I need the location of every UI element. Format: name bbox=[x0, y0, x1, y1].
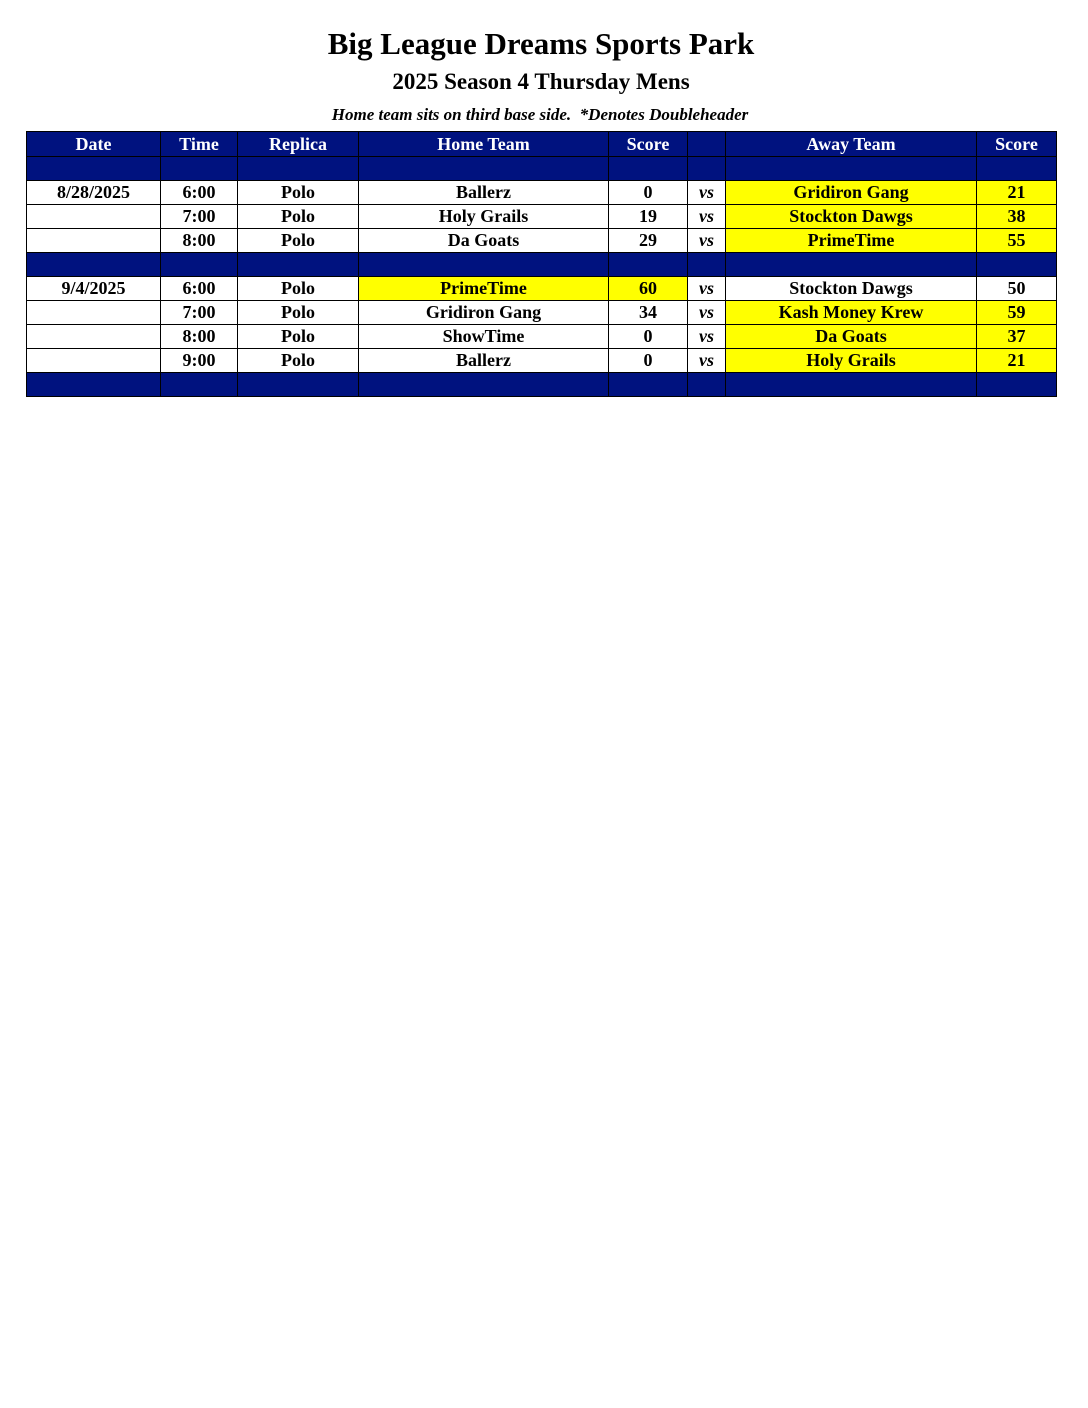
vs-cell: vs bbox=[688, 325, 726, 349]
separator-cell bbox=[609, 253, 688, 277]
date-cell bbox=[27, 349, 161, 373]
home-team-cell: Gridiron Gang bbox=[359, 301, 609, 325]
schedule-body bbox=[27, 157, 1057, 397]
separator-cell bbox=[726, 253, 977, 277]
column-header-away-score: Score bbox=[977, 132, 1057, 157]
replica-cell: Polo bbox=[238, 301, 359, 325]
separator-cell bbox=[977, 373, 1057, 397]
away-team-cell: Holy Grails bbox=[726, 349, 977, 373]
separator-cell bbox=[161, 157, 238, 181]
separator-cell bbox=[27, 253, 161, 277]
time-cell: 8:00 bbox=[161, 229, 238, 253]
column-header-replica: Replica bbox=[238, 132, 359, 157]
vs-cell: vs bbox=[688, 229, 726, 253]
away-score-cell: 21 bbox=[977, 181, 1057, 205]
separator-cell bbox=[688, 373, 726, 397]
table-header-row bbox=[27, 132, 1057, 157]
week-separator-row bbox=[27, 253, 1057, 277]
page-subtitle: 2025 Season 4 Thursday Mens bbox=[392, 69, 690, 94]
home-score-cell: 0 bbox=[609, 181, 688, 205]
date-cell: 8/28/2025 bbox=[27, 181, 161, 205]
schedule-note: Home team sits on third base side. *Denotes Doubleheader bbox=[331, 105, 749, 124]
separator-cell bbox=[688, 253, 726, 277]
away-team-cell: Kash Money Krew bbox=[726, 301, 977, 325]
vs-cell: vs bbox=[688, 277, 726, 301]
column-header-away-team: Away Team bbox=[726, 132, 977, 157]
separator-cell bbox=[977, 157, 1057, 181]
separator-cell bbox=[726, 157, 977, 181]
away-team-cell: Da Goats bbox=[726, 325, 977, 349]
away-score-cell: 21 bbox=[977, 349, 1057, 373]
separator-cell bbox=[161, 253, 238, 277]
table-row bbox=[27, 325, 1057, 349]
date-cell: 9/4/2025 bbox=[27, 277, 161, 301]
time-cell: 9:00 bbox=[161, 349, 238, 373]
away-team-cell: PrimeTime bbox=[726, 229, 977, 253]
table-row bbox=[27, 205, 1057, 229]
away-team-cell: Stockton Dawgs bbox=[726, 277, 977, 301]
home-score-cell: 19 bbox=[609, 205, 688, 229]
separator-cell bbox=[609, 373, 688, 397]
table-row bbox=[27, 349, 1057, 373]
week-separator-row bbox=[27, 373, 1057, 397]
separator-cell bbox=[726, 373, 977, 397]
vs-cell: vs bbox=[688, 181, 726, 205]
away-score-cell: 38 bbox=[977, 205, 1057, 229]
vs-cell: vs bbox=[688, 301, 726, 325]
week-separator-row bbox=[27, 157, 1057, 181]
time-cell: 6:00 bbox=[161, 181, 238, 205]
separator-cell bbox=[359, 373, 609, 397]
separator-cell bbox=[359, 253, 609, 277]
separator-cell bbox=[609, 157, 688, 181]
home-team-cell: Holy Grails bbox=[359, 205, 609, 229]
separator-cell bbox=[27, 157, 161, 181]
home-team-cell: Ballerz bbox=[359, 181, 609, 205]
vs-cell: vs bbox=[688, 349, 726, 373]
home-team-cell: PrimeTime bbox=[359, 277, 609, 301]
date-cell bbox=[27, 229, 161, 253]
date-cell bbox=[27, 205, 161, 229]
time-cell: 8:00 bbox=[161, 325, 238, 349]
separator-cell bbox=[238, 253, 359, 277]
home-score-cell: 60 bbox=[609, 277, 688, 301]
home-score-cell: 0 bbox=[609, 349, 688, 373]
replica-cell: Polo bbox=[238, 181, 359, 205]
away-score-cell: 59 bbox=[977, 301, 1057, 325]
time-cell: 7:00 bbox=[161, 301, 238, 325]
away-team-cell: Stockton Dawgs bbox=[726, 205, 977, 229]
time-cell: 7:00 bbox=[161, 205, 238, 229]
separator-cell bbox=[27, 373, 161, 397]
schedule-table bbox=[26, 131, 1057, 397]
column-header-home-score: Score bbox=[609, 132, 688, 157]
home-score-cell: 0 bbox=[609, 325, 688, 349]
separator-cell bbox=[238, 157, 359, 181]
home-team-cell: Da Goats bbox=[359, 229, 609, 253]
column-header-home-team: Home Team bbox=[359, 132, 609, 157]
table-row bbox=[27, 181, 1057, 205]
table-row bbox=[27, 229, 1057, 253]
column-header-time: Time bbox=[161, 132, 238, 157]
away-score-cell: 50 bbox=[977, 277, 1057, 301]
table-row bbox=[27, 301, 1057, 325]
replica-cell: Polo bbox=[238, 349, 359, 373]
home-team-cell: ShowTime bbox=[359, 325, 609, 349]
separator-cell bbox=[688, 157, 726, 181]
vs-cell: vs bbox=[688, 205, 726, 229]
separator-cell bbox=[359, 157, 609, 181]
home-team-cell: Ballerz bbox=[359, 349, 609, 373]
page-title: Big League Dreams Sports Park bbox=[327, 26, 755, 61]
column-header-vs bbox=[688, 132, 726, 157]
away-team-cell: Gridiron Gang bbox=[726, 181, 977, 205]
date-cell bbox=[27, 301, 161, 325]
away-score-cell: 37 bbox=[977, 325, 1057, 349]
replica-cell: Polo bbox=[238, 325, 359, 349]
home-score-cell: 29 bbox=[609, 229, 688, 253]
home-score-cell: 34 bbox=[609, 301, 688, 325]
time-cell: 6:00 bbox=[161, 277, 238, 301]
replica-cell: Polo bbox=[238, 229, 359, 253]
replica-cell: Polo bbox=[238, 277, 359, 301]
away-score-cell: 55 bbox=[977, 229, 1057, 253]
table-row bbox=[27, 277, 1057, 301]
separator-cell bbox=[161, 373, 238, 397]
separator-cell bbox=[238, 373, 359, 397]
replica-cell: Polo bbox=[238, 205, 359, 229]
column-header-date: Date bbox=[27, 132, 161, 157]
separator-cell bbox=[977, 253, 1057, 277]
date-cell bbox=[27, 325, 161, 349]
